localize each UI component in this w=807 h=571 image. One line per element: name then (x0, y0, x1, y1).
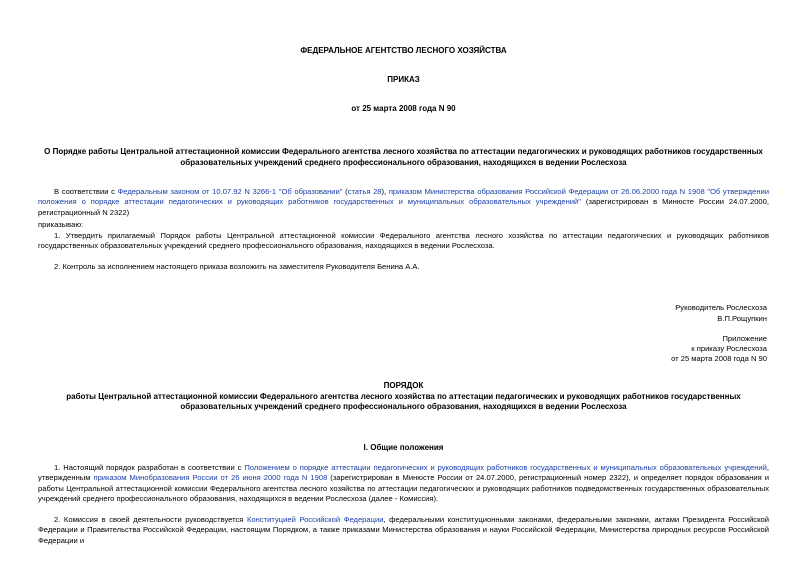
procedure-heading (0, 381, 807, 413)
orders-word: приказываю: (38, 220, 84, 229)
link-constitution[interactable]: Конституцией Российской Федерации (247, 515, 384, 524)
signature-name: В.П.Рощупкин (717, 314, 767, 323)
link-attestation-regulation[interactable]: Положением о порядке аттестации педагогических и руководящих работников государственных и муниципальных образовательных учреждений (244, 463, 767, 472)
section-1-point-2 (38, 515, 769, 546)
procedure-subtitle: работы Центральной аттестационной комиссии Федерального агентства лесного хозяйства по аттестации педагогических и руководящих работников государственных образовательных учреждений среднего профессионального образования, находящихся в ведении Рослесхоза (66, 391, 741, 412)
link-minobr-order-1908[interactable]: приказом Минобразования России от 26 июня 2000 года N 1908 (93, 473, 328, 483)
preamble-text-2: ( (342, 187, 348, 196)
link-article-28[interactable]: статья 28 (347, 187, 382, 196)
item-1: 1. Утвердить прилагаемый Порядок работы Центральной аттестационной комиссии Федерального агентства лесного хозяйства по аттестации педагогических и руководящих работников государственных образовательных учреждений среднего профессионального образования, находящихся в ведении Рослесхоза. (38, 231, 769, 251)
preamble-text-3: ), (381, 187, 389, 196)
link-law-on-education[interactable]: Федеральным законом от 10.07.92 N 3266-1 "Об образовании" (117, 187, 343, 196)
preamble-paragraph (38, 187, 769, 218)
signature-position: Руководитель Рослесхоза (675, 303, 767, 312)
doc-title: О Порядке работы Центральной аттестационной комиссии Федерального агентства лесного хозяйства по аттестации педагогических и руководящих работников государственных образовательных учреждений среднего профессионального образования, находящихся в ведении Рослесхоза (44, 147, 763, 167)
appendix-line-1: Приложение (722, 334, 767, 343)
appendix-line-3: от 25 марта 2008 года N 90 (671, 354, 767, 363)
s1-text-a: 1. Настоящий порядок разработан в соответствии с (54, 463, 245, 472)
s2-text-a: 2. Комиссия в своей деятельности руководствуется (54, 515, 248, 524)
procedure-title: ПОРЯДОК (383, 381, 424, 390)
preamble-text-1: В соответствии с (54, 187, 118, 196)
appendix-line-2: к приказу Рослесхоза (691, 344, 767, 353)
s1-text-c: (зарегистрирован в Минюсте России от 24.07.2000, регистрационный номер 2322), и определяет порядок образования и работы Центральной аттестационной комиссии Федерального агентства лесного хозяйства по аттестации педагогических и руководящих работников подведомственных государственных образовательных учреждений среднего профессионального образования, находящихся в ведении Рослесхоза (далее - Комиссия). (38, 473, 770, 504)
section-1-heading: I. Общие положения (363, 443, 444, 452)
s2-text-b: , федеральными конституционными законами, федеральными законами, актами Президента Российской Федерации и Правительства Российской Федерации, настоящим Порядком, а также приказами Министерства образования и науки Российской Федерации, Министерства природных ресурсов Российской Федерации и (38, 515, 769, 545)
section-1-point-1 (38, 463, 769, 505)
link-ministry-order-1908[interactable]: приказом Министерства образования Российской Федерации от 26.06.2000 года N 1908 "Об утверждении положения о порядке аттестации педагогических и руководящих работников государственных и муниципальных образовательных учреждений" (38, 187, 769, 207)
doc-type-heading: ПРИКАЗ (387, 75, 420, 84)
agency-heading: ФЕДЕРАЛЬНОЕ АГЕНТСТВО ЛЕСНОГО ХОЗЯЙСТВА (300, 46, 507, 55)
item-2: 2. Контроль за исполнением настоящего приказа возложить на заместителя Руководителя Бенина А.А. (54, 262, 420, 271)
preamble-text-4: (зарегистрирован в Минюсте России 24.07.2000, регистрационный N 2322) (38, 197, 769, 217)
doc-date-number: от 25 марта 2008 года N 90 (351, 104, 456, 113)
s1-text-b: , утвержденным (38, 463, 769, 483)
